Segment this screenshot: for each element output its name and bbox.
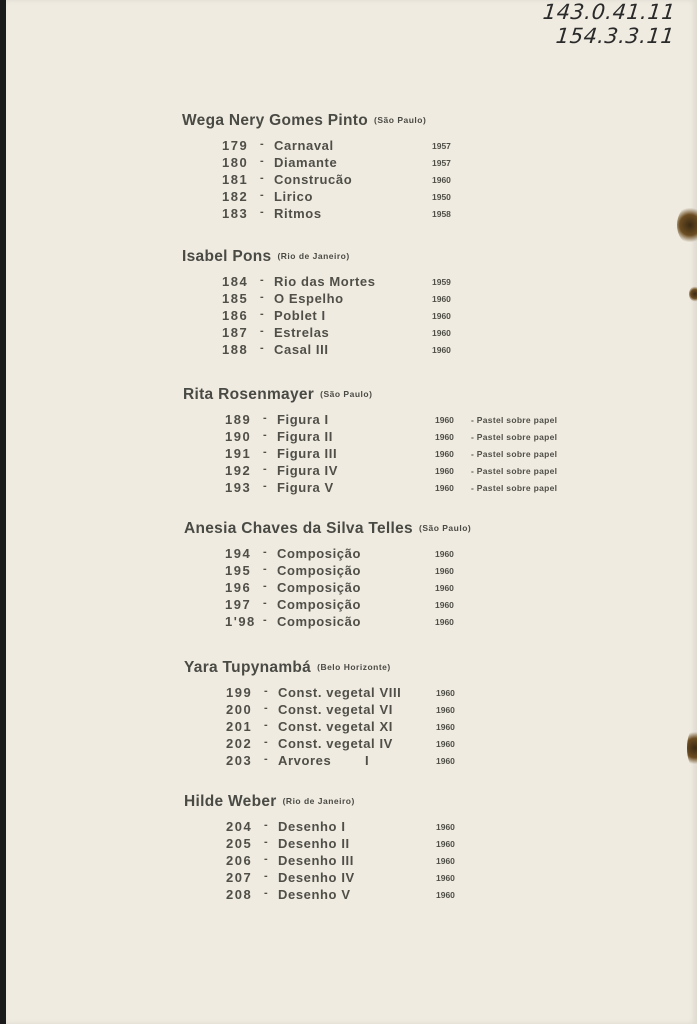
artist-heading [182,248,350,266]
handwritten-reference-1: 143.0.41.11 [541,0,677,24]
work-year: 1960 [435,431,454,442]
work-number: 182 [222,188,249,204]
stain-mark [689,286,697,302]
artist-name: Wega Nery Gomes Pinto [182,112,369,129]
work-year: 1960 [435,565,454,576]
separator-dash: - [263,613,267,626]
separator-dash: - [263,445,267,458]
work-number: 183 [222,205,249,221]
work-title: Figura III [277,445,338,461]
separator-dash: - [260,154,264,167]
work-title: Estrelas [274,324,330,340]
work-title: Arvores I [278,752,370,768]
work-number: 193 [225,479,252,495]
work-number: 200 [226,701,253,717]
work-title: Desenho IV [278,869,355,885]
work-title: Poblet I [274,307,326,323]
separator-dash: - [263,428,267,441]
work-number: 195 [225,562,252,578]
artist-name: Anesia Chaves da Silva Telles [184,520,413,537]
artist-city: (São Paulo) [320,389,373,399]
catalog-page [6,0,697,1024]
work-year: 1960 [436,688,455,698]
separator-dash: - [260,290,264,303]
work-title: Desenho I [278,819,346,834]
work-title: Diamante [274,154,338,170]
work-title: O Espelho [274,290,344,306]
work-title: Composição [277,546,362,561]
work-year: 1960 [436,822,455,832]
artist-city: (São Paulo) [374,115,427,125]
work-year: 1960 [436,704,455,715]
work-title: Const. vegetal XI [278,718,393,734]
work-title: Composicão [277,613,362,629]
work-year: 1960 [432,174,451,185]
separator-dash: - [260,307,264,320]
separator-dash: - [264,718,268,731]
separator-dash: - [260,274,264,286]
work-year: 1960 [432,293,451,304]
separator-dash: - [264,701,268,714]
work-title: Const. vegetal VIII [278,685,402,700]
work-title: Casal III [274,341,329,357]
work-number: 206 [226,852,253,868]
separator-dash: - [263,412,267,424]
work-title: Lirico [274,188,313,204]
work-number: 202 [226,735,253,751]
artist-heading [184,659,391,677]
artist-name: Yara Tupynambá [184,659,312,676]
work-year: 1960 [435,616,454,627]
work-number: 194 [225,546,252,561]
work-title: Figura I [277,412,329,427]
work-year: 1960 [435,415,454,425]
work-number: 205 [226,835,253,851]
work-year: 1957 [432,141,451,151]
work-number: 187 [222,324,249,340]
separator-dash: - [263,479,267,492]
separator-dash: - [260,188,264,201]
work-number: 203 [226,752,253,768]
separator-dash: - [264,819,268,831]
artist-name: Isabel Pons [182,248,272,265]
separator-dash: - [260,341,264,354]
work-year: 1960 [435,549,454,559]
work-number: 1'98 [225,613,256,629]
work-title: Figura IV [277,462,339,478]
work-year: 1960 [435,482,454,493]
separator-dash: - [263,546,267,558]
work-title: Desenho III [278,852,354,868]
artist-heading [183,386,372,404]
handwritten-reference-2: 154.3.3.11 [555,24,677,48]
artist-city: (Belo Horizonte) [317,662,391,672]
work-title: Composição [277,579,362,595]
work-number: 197 [225,596,252,612]
work-year: 1960 [436,872,455,883]
work-year: 1960 [436,755,455,766]
work-year: 1960 [435,448,454,459]
work-year: 1960 [432,327,451,338]
work-title: Construcão [274,171,353,187]
work-number: 196 [225,579,252,595]
work-year: 1960 [432,344,451,355]
work-year: 1960 [436,738,455,749]
separator-dash: - [264,869,268,882]
work-number: 180 [222,154,249,170]
work-medium: - Pastel sobre papel [471,415,558,425]
work-year: 1960 [436,721,455,732]
stain-mark [677,206,697,244]
work-year: 1960 [436,838,455,849]
work-year: 1960 [432,310,451,321]
artist-name: Hilde Weber [184,793,277,810]
work-number: 185 [222,290,249,306]
work-number: 181 [222,171,249,187]
work-number: 188 [222,341,249,357]
separator-dash: - [264,735,268,748]
work-number: 191 [225,445,252,461]
separator-dash: - [260,324,264,337]
separator-dash: - [264,685,268,697]
work-year: 1950 [432,191,451,202]
work-title: Rio das Mortes [274,274,376,289]
work-year: 1959 [432,277,451,287]
separator-dash: - [263,596,267,609]
work-number: 189 [225,412,252,427]
artist-heading [182,112,426,130]
separator-dash: - [260,138,264,150]
work-year: 1960 [435,599,454,610]
work-number: 192 [225,462,252,478]
work-title: Ritmos [274,205,322,221]
separator-dash: - [264,852,268,865]
separator-dash: - [264,835,268,848]
work-title: Const. vegetal VI [278,701,393,717]
artist-heading [184,793,355,811]
work-title: Composição [277,562,362,578]
work-number: 190 [225,428,252,444]
separator-dash: - [263,579,267,592]
work-title: Composição [277,596,362,612]
stain-mark [687,728,697,768]
artist-city: (Rio de Janeiro) [282,796,355,806]
work-title: Figura II [277,428,333,444]
work-title: Carnaval [274,138,334,153]
artist-city: (São Paulo) [418,523,472,533]
work-number: 207 [226,869,253,885]
separator-dash: - [260,205,264,218]
work-year: 1960 [435,582,454,593]
artist-city: (Rio de Janeiro) [277,251,350,261]
work-number: 179 [222,138,249,153]
work-number: 201 [226,718,253,734]
work-number: 204 [226,819,253,834]
work-number: 186 [222,307,249,323]
work-number: 184 [222,274,249,289]
separator-dash: - [264,886,268,899]
artist-name: Rita Rosenmayer [183,386,315,403]
work-year: 1960 [436,855,455,866]
work-title: Desenho II [278,835,350,851]
separator-dash: - [260,171,264,184]
work-year: 1960 [435,465,454,476]
artist-heading [184,520,471,538]
work-number: 199 [226,685,253,700]
work-year: 1957 [432,157,451,168]
work-medium: - Pastel sobre papel [471,431,558,442]
work-title: Desenho V [278,886,351,902]
separator-dash: - [264,752,268,765]
work-title: Const. vegetal IV [278,735,393,751]
work-medium: - Pastel sobre papel [471,482,558,493]
work-year: 1958 [432,208,451,219]
work-medium: - Pastel sobre papel [471,448,558,459]
work-year: 1960 [436,889,455,900]
work-medium: - Pastel sobre papel [471,465,558,476]
work-title: Figura V [277,479,334,495]
separator-dash: - [263,462,267,475]
work-number: 208 [226,886,253,902]
separator-dash: - [263,562,267,575]
